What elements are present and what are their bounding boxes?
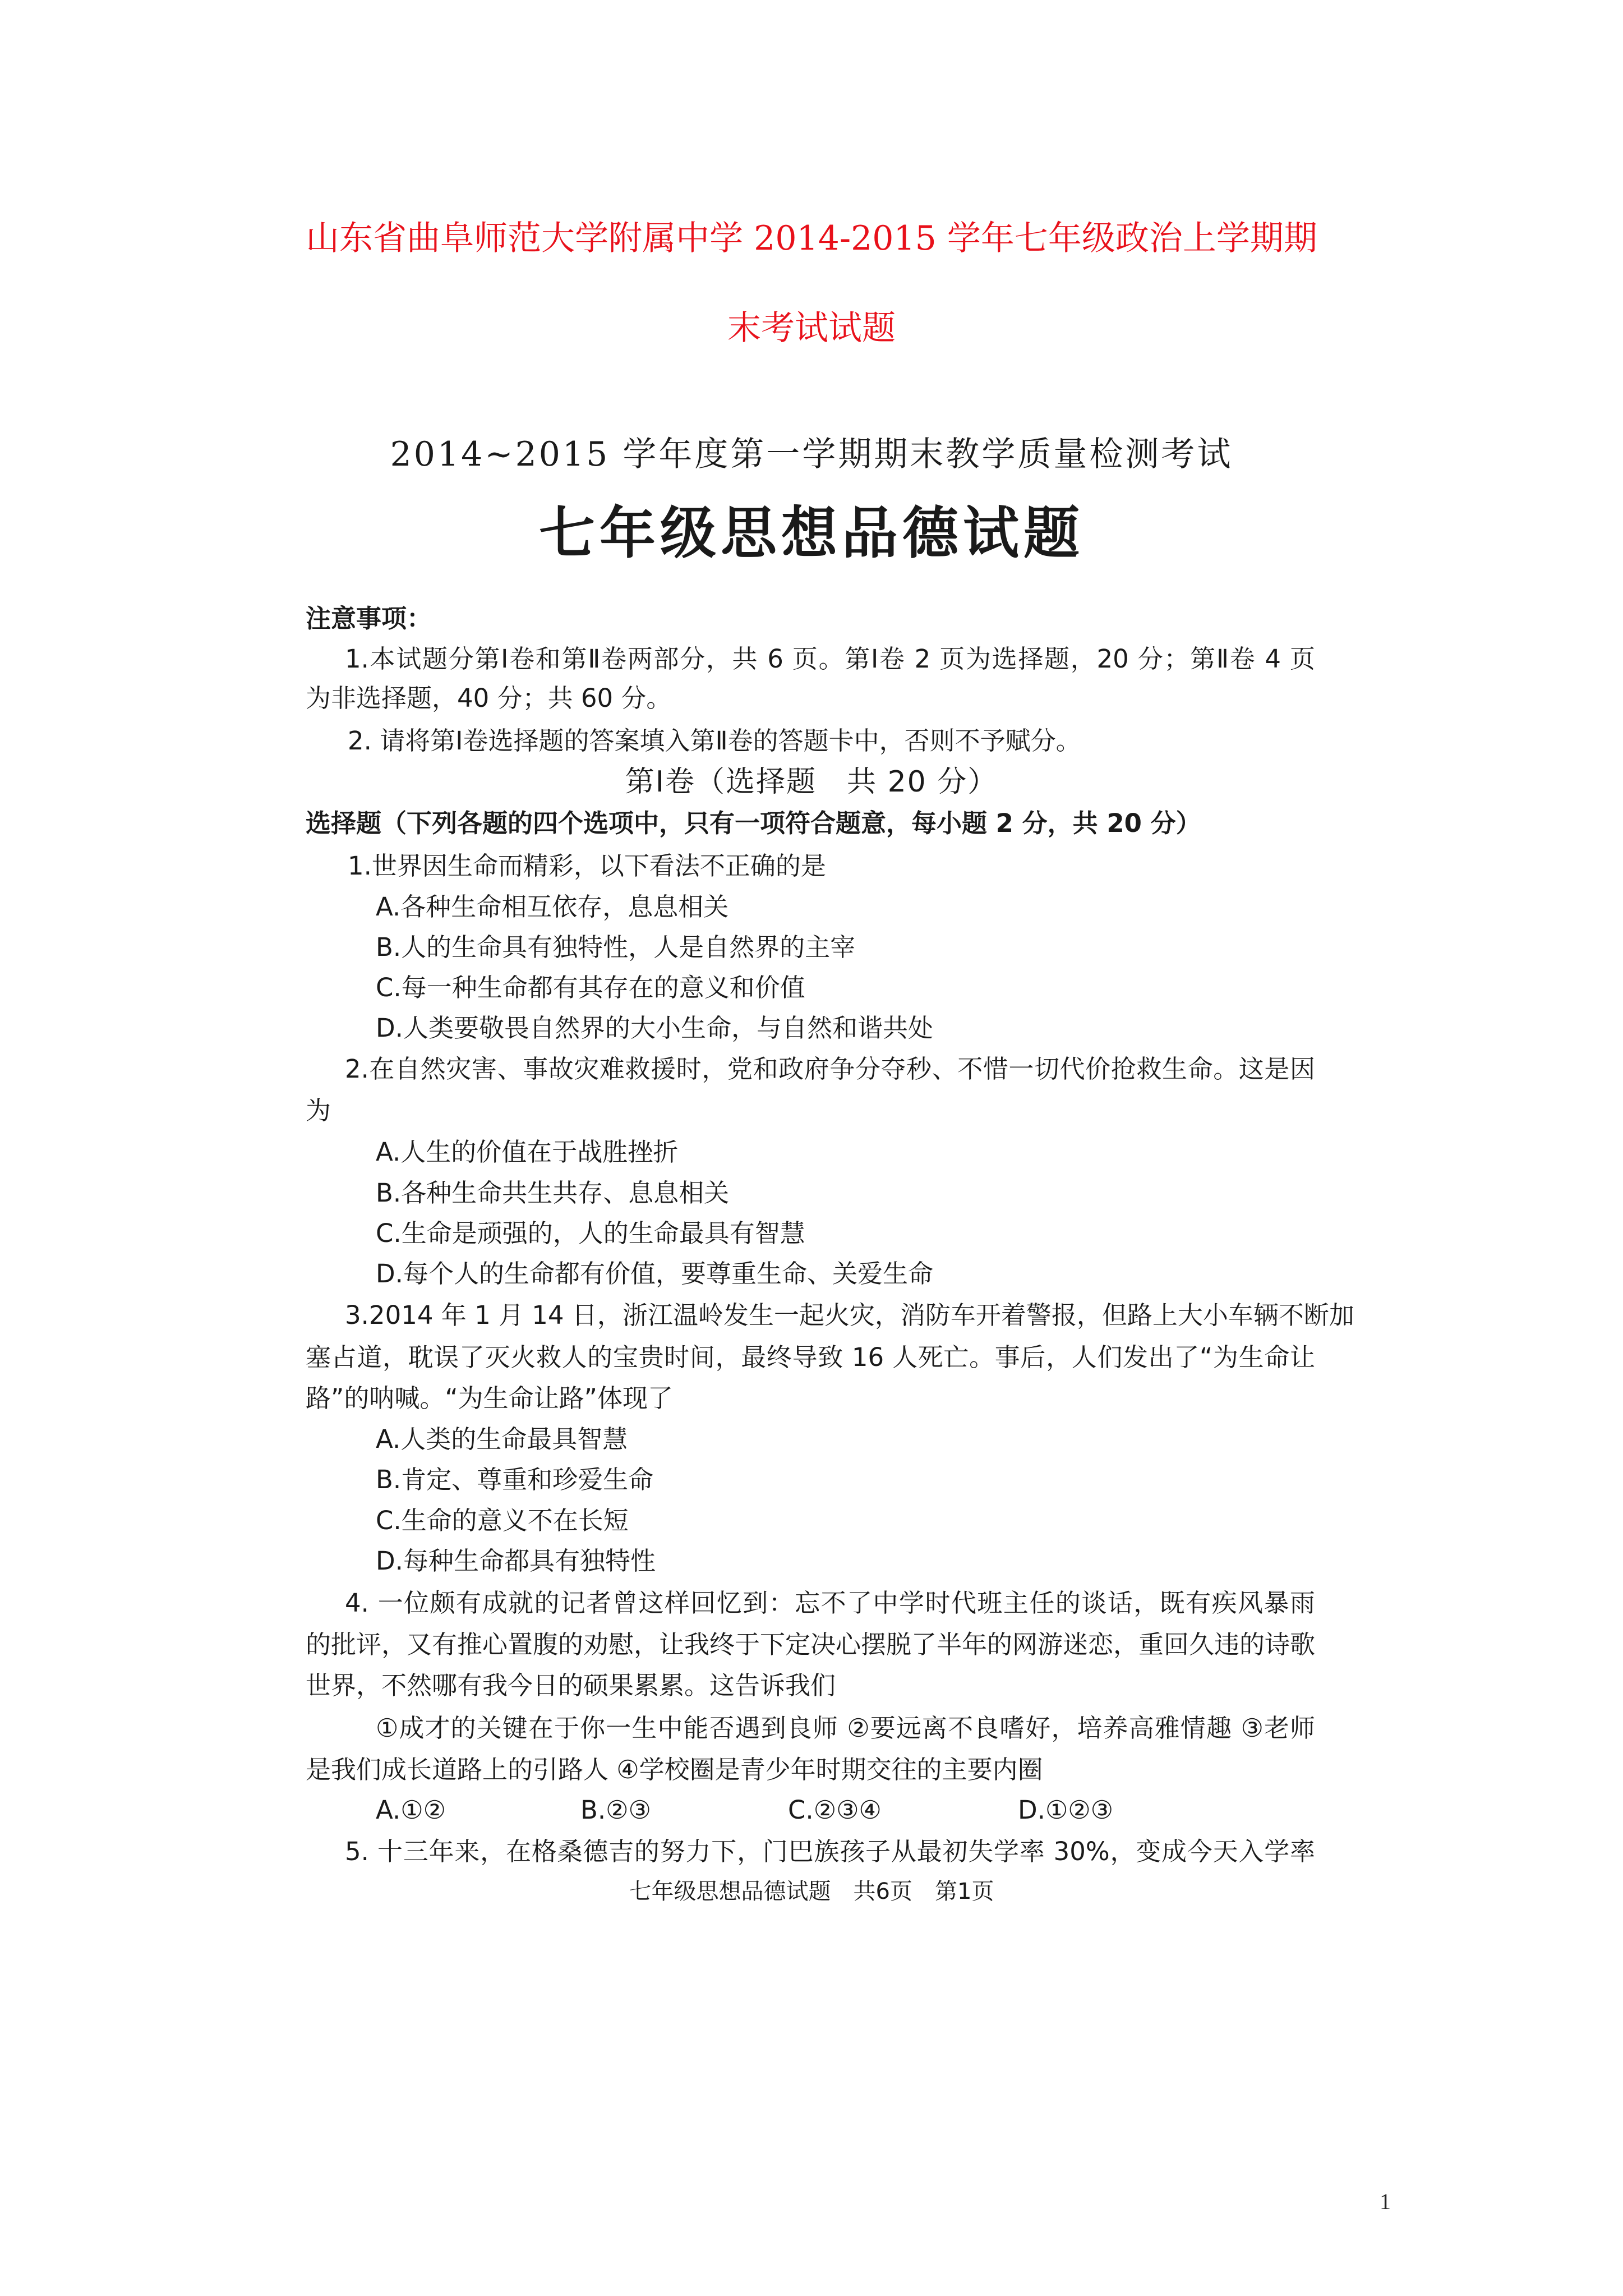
notice-item-1-line-1: 1.本试题分第Ⅰ卷和第Ⅱ卷两部分，共 6 页。第Ⅰ卷 2 页为选择题，20 分；第Ⅱ卷 4 页 <box>345 644 1315 674</box>
notice-item-2: 2. 请将第Ⅰ卷选择题的答案填入第Ⅱ卷的答题卡中，否则不予赋分。 <box>348 726 1081 756</box>
exam-title: 2014~2015 学年度第一学期期末教学质量检测考试 <box>390 435 1233 474</box>
question-2-option-d: D.每个人的生命都有价值，要尊重生命、关爱生命 <box>376 1259 933 1289</box>
question-5-stem-line-1: 5. 十三年来，在格桑德吉的努力下，门巴族孩子从最初失学率 30%，变成今天入学率 <box>345 1837 1315 1866</box>
question-2-stem-line-2: 为 <box>306 1096 331 1125</box>
question-3-option-d: D.每种生命都具有独特性 <box>376 1546 656 1576</box>
document-title-line-2: 末考试试题 <box>727 309 896 348</box>
question-3-stem-line-3: 路”的呐喊。“为生命让路”体现了 <box>306 1383 673 1413</box>
question-4-statements-line-1: ①成才的关键在于你一生中能否遇到良师 ②要远离不良嗜好，培养高雅情趣 ③老师 <box>376 1713 1315 1743</box>
question-3-stem-line-2: 塞占道，耽误了灭火救人的宝贵时间，最终导致 16 人死亡。事后，人们发出了“为生命让 <box>306 1342 1315 1372</box>
question-3-stem-line-1: 3.2014 年 1 月 14 日，浙江温岭发生一起火灾，消防车开着警报，但路上大小车辆不断加 <box>345 1300 1354 1330</box>
question-4-stem-line-2: 的批评，又有推心置腹的劝慰，让我终于下定决心摆脱了半年的网游迷恋，重回久违的诗歌 <box>306 1630 1316 1659</box>
question-4-stem-line-1: 4. 一位颇有成就的记者曾这样回忆到：忘不了中学时代班主任的谈话，既有疾风暴雨 <box>345 1588 1315 1618</box>
question-3-option-a: A.人类的生命最具智慧 <box>376 1424 628 1454</box>
question-3-option-c: C.生命的意义不在长短 <box>376 1506 629 1535</box>
question-2-option-c: C.生命是顽强的，人的生命最具有智慧 <box>376 1218 805 1248</box>
question-4-option-d: D.①②③ <box>1018 1795 1113 1825</box>
section-instruction: 选择题（下列各题的四个选项中，只有一项符合题意，每小题 2 分，共 20 分） <box>306 808 1201 838</box>
question-4-option-b: B.②③ <box>580 1795 651 1825</box>
question-4-statements-line-2: 是我们成长道路上的引路人 ④学校圈是青少年时期交往的主要内圈 <box>306 1755 1043 1784</box>
page-footer: 七年级思想品德试题 共6页 第1页 <box>629 1879 994 1904</box>
section-heading: 第Ⅰ卷（选择题 共 20 分） <box>625 765 998 799</box>
subject-title: 七年级思想品德试题 <box>539 500 1084 566</box>
notice-item-1-line-2: 为非选择题，40 分；共 60 分。 <box>306 683 672 713</box>
page-number: 1 <box>1380 2189 1391 2214</box>
question-4-option-a: A.①② <box>376 1795 446 1825</box>
question-1-stem: 1.世界因生命而精彩，以下看法不正确的是 <box>348 851 826 881</box>
question-4-option-c: C.②③④ <box>788 1795 882 1825</box>
question-2-stem-line-1: 2.在自然灾害、事故灾难救援时，党和政府争分夺秒、不惜一切代价抢救生命。这是因 <box>345 1054 1315 1084</box>
notice-heading: 注意事项： <box>306 604 432 633</box>
question-4-stem-line-3: 世界，不然哪有我今日的硕果累累。这告诉我们 <box>306 1671 836 1700</box>
question-1-option-b: B.人的生命具有独特性，人是自然界的主宰 <box>376 932 856 962</box>
question-2-option-b: B.各种生命共生共存、息息相关 <box>376 1178 730 1208</box>
question-1-option-a: A.各种生命相互依存，息息相关 <box>376 892 729 922</box>
question-1-option-c: C.每一种生命都有其存在的意义和价值 <box>376 973 805 1002</box>
document-title-line-1: 山东省曲阜师范大学附属中学 2014-2015 学年七年级政治上学期期 <box>306 219 1317 258</box>
question-2-option-a: A.人生的价值在于战胜挫折 <box>376 1137 679 1167</box>
question-3-option-b: B.肯定、尊重和珍爱生命 <box>376 1465 654 1494</box>
question-1-option-d: D.人类要敬畏自然界的大小生命，与自然和谐共处 <box>376 1013 933 1043</box>
